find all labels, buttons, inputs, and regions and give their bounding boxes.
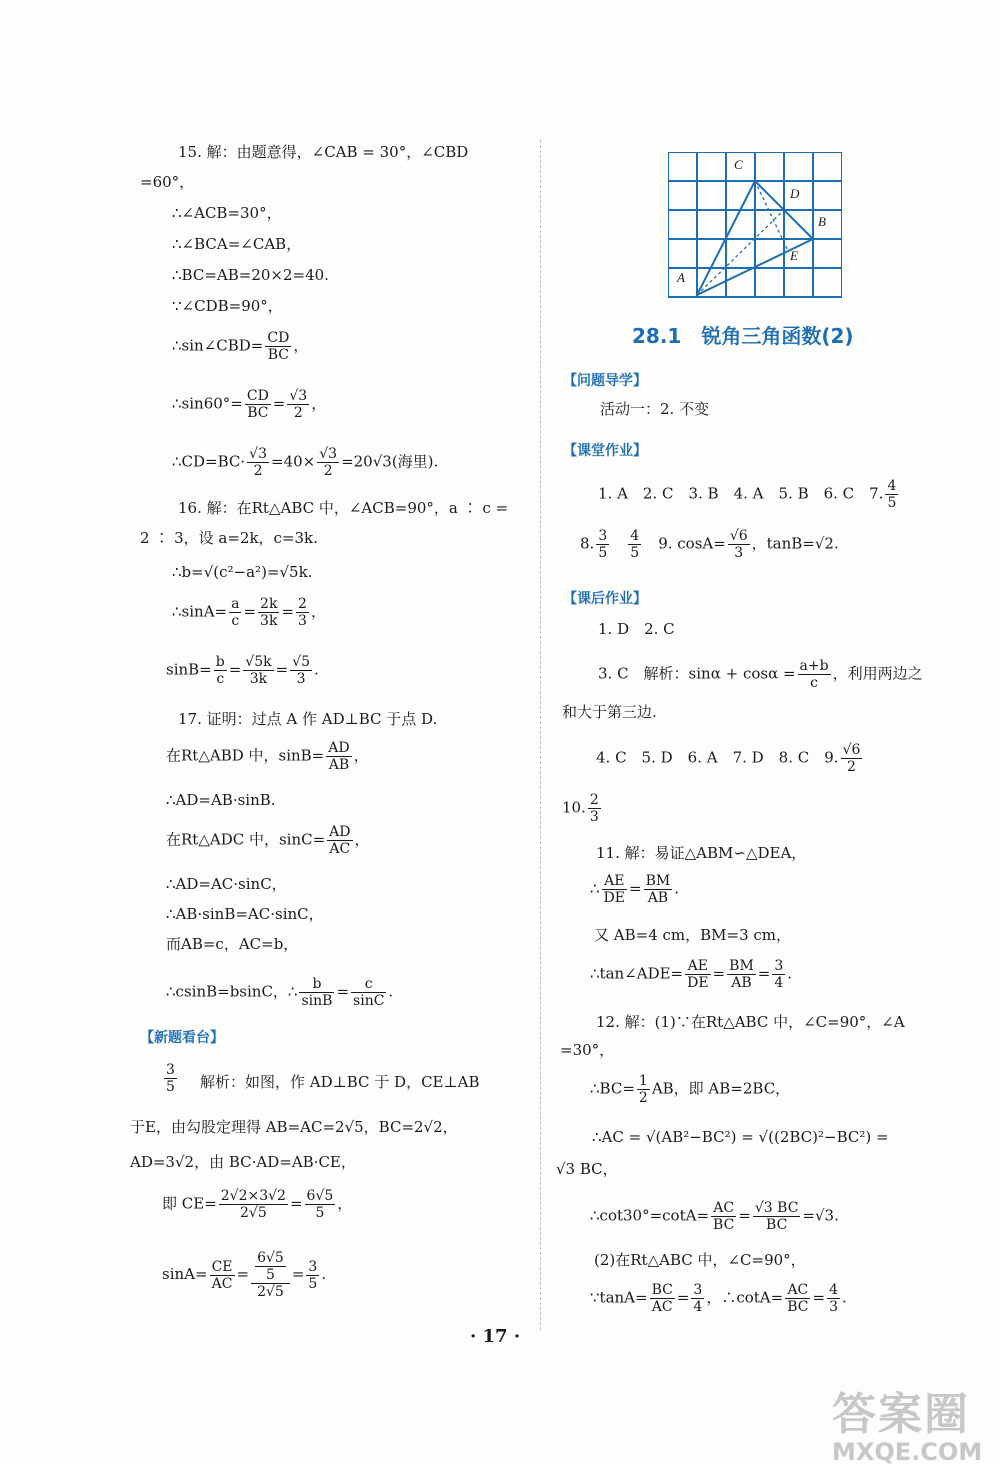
fraction — [243, 654, 273, 687]
denominator: BC — [787, 1299, 809, 1316]
denominator: AB — [644, 889, 673, 906]
numerator: BM — [645, 873, 671, 889]
fraction — [326, 740, 351, 773]
denominator: AC — [327, 840, 352, 857]
text: ， — [353, 746, 369, 765]
text: ∴sinA= — [172, 602, 228, 621]
numerator: √3 — [289, 388, 308, 404]
denominator: 2 — [287, 404, 309, 421]
q11-ratio: ∴ $\frac{AE}{DE}$ = $\frac{BM}{AB}$ . — [590, 873, 679, 907]
new-line: AD=3√2，由 BC·AD=AB·CE， — [130, 1153, 356, 1171]
column-divider — [540, 140, 541, 1330]
section-title: 28.1 锐角三角函数(2) — [632, 324, 854, 348]
denominator: 5 — [887, 495, 897, 512]
numerator: b — [215, 654, 225, 670]
fraction — [164, 1062, 177, 1095]
q17-conclusion: ∴csinB=bsinC，∴ $\frac{b}{\sin B}$ = $\frac{c}{\sin C}$ . — [166, 976, 394, 1010]
denominator: 2√5 — [219, 1204, 288, 1221]
q15-sin-cbd — [172, 330, 308, 363]
text: . — [841, 1288, 847, 1307]
text: ， — [293, 336, 309, 355]
fraction — [785, 1282, 810, 1315]
text: ∴sin∠CBD= — [172, 336, 264, 355]
numerator: AD — [328, 740, 350, 756]
numerator: √3 — [319, 446, 338, 462]
denominator: 4 — [774, 975, 784, 992]
text: =40× — [271, 452, 316, 471]
label-D: D — [790, 186, 800, 201]
numerator: 4 — [630, 528, 640, 544]
text: ， — [311, 394, 327, 413]
fraction — [327, 824, 352, 857]
fraction — [219, 1188, 288, 1221]
label-E: E — [790, 248, 798, 263]
denominator: AB — [727, 974, 756, 991]
numerator: √3 BC — [754, 1200, 799, 1216]
numerator: CD — [267, 330, 290, 346]
numerator: 3 — [308, 1258, 318, 1275]
q11-tan: ∴tan∠ADE= $\frac{AE}{DE}$ = $\frac{BM}{AB}$ = $\frac{3}{4}$ . — [590, 958, 793, 992]
numerator: 2 — [589, 792, 599, 808]
denominator: 3 — [589, 809, 599, 826]
numerator: AC — [787, 1282, 809, 1298]
text: 4. C 5. D 6. A 7. D 8. C 9. — [596, 748, 839, 767]
numerator — [251, 1250, 290, 1283]
text: 在Rt△ABD 中，sinB= — [166, 746, 325, 765]
fraction — [210, 1259, 235, 1292]
q17-line: 而AB=c，AC=b， — [166, 935, 299, 953]
text: ， — [310, 602, 326, 621]
denominator: 2 — [317, 462, 339, 479]
q15-cd-result — [172, 446, 438, 479]
fraction — [644, 873, 673, 906]
numerator: CE — [211, 1258, 233, 1275]
denominator: BC — [245, 404, 271, 421]
denominator: AB — [326, 756, 351, 773]
fraction — [306, 1259, 319, 1292]
fraction — [772, 958, 785, 991]
label-C: C — [734, 157, 743, 172]
denominator: 5 — [166, 1079, 175, 1096]
q16-line: ∴b=√(c²−a²)=√5k. — [172, 563, 313, 581]
section-tag-guide: 【问题导学】 — [563, 373, 647, 389]
denominator: DE — [603, 890, 625, 907]
new-line: 于E，由勾股定理得 AB=AC=2√5，BC=2√2， — [130, 1118, 458, 1136]
text: 3. C 解析：sinα + cosα = — [598, 664, 796, 683]
fraction — [691, 1282, 704, 1315]
watermark-logo — [832, 1378, 982, 1466]
numerator: 3 — [166, 1062, 175, 1078]
text: ∴ — [590, 879, 600, 898]
section-tag-new: 【新题看台】 — [140, 1030, 224, 1046]
q17-sinB — [166, 740, 369, 773]
text: 在Rt△ADC 中，sinC= — [166, 830, 326, 849]
activity-answer: 活动一：2. 不变 — [600, 400, 710, 418]
text: ∵tanA= — [590, 1288, 648, 1307]
denominator: c — [798, 674, 831, 691]
new-sinA: sinA= $\frac{CE}{AC}$ = $\frac{\frac{6√5}{5}}{2√5}$ = $\frac{3}{5}$ . — [162, 1250, 327, 1301]
text: ， — [337, 1194, 353, 1213]
denominator: 2 — [638, 1090, 648, 1107]
numerator: 6√5 — [257, 1250, 284, 1266]
segment-AD — [697, 210, 784, 295]
hw-answers-5 — [562, 792, 603, 825]
numerator: 2√2×3√2 — [220, 1188, 286, 1204]
denominator: 3k — [243, 670, 273, 687]
denominator: 2 — [247, 462, 269, 479]
label-B: B — [818, 214, 826, 229]
numerator: BM — [729, 958, 754, 974]
fraction — [255, 1250, 286, 1283]
q15-sin60 — [172, 388, 326, 421]
section-tag-class: 【课堂作业】 — [563, 443, 647, 459]
q12-head: 12. 解：(1)∵在Rt△ABC 中，∠C=90°，∠A — [596, 1013, 905, 1031]
numerator: 3 — [598, 528, 608, 544]
numerator: a — [231, 596, 240, 612]
text: . — [388, 982, 394, 1001]
new-line: 解析：如图，作 AD⊥BC 于 D，CE⊥AB — [200, 1073, 480, 1091]
text: ，tanB=√2. — [751, 534, 839, 553]
fraction — [296, 596, 309, 629]
q15-line: ∴∠BCA=∠CAB， — [172, 235, 302, 253]
fraction — [290, 654, 312, 687]
fraction — [637, 1073, 650, 1106]
fraction — [602, 873, 627, 906]
hw-answers-4 — [596, 742, 864, 775]
q15-cont: =60°， — [140, 173, 195, 191]
numerator: 1 — [638, 1073, 648, 1089]
section-tag-homework: 【课后作业】 — [563, 591, 647, 607]
text: = — [272, 394, 286, 413]
numerator: 4 — [829, 1282, 838, 1298]
denominator: 3k — [260, 613, 278, 630]
denominator: 5 — [630, 545, 640, 562]
q15-line: ∴∠ACB=30°， — [172, 204, 282, 222]
denominator: 3 — [829, 1299, 838, 1316]
fraction — [596, 528, 609, 561]
hw-answers-2 — [598, 658, 923, 691]
denominator: c — [214, 670, 227, 687]
denominator: AC — [210, 1275, 235, 1292]
q17-line: ∴AD=AB·sinB. — [166, 791, 276, 809]
denominator: 5 — [305, 1204, 336, 1221]
fraction — [827, 1282, 840, 1315]
numerator: CD — [246, 388, 269, 404]
text: 10. — [562, 798, 586, 817]
fraction — [753, 1200, 801, 1233]
numerator: BC — [651, 1282, 673, 1298]
q12-part2: (2)在Rt△ABC 中，∠C=90°， — [594, 1251, 806, 1269]
q17-line: ∴AB·sinB=AC·sinC， — [166, 905, 324, 923]
text: AB，即 AB=2BC， — [651, 1079, 791, 1098]
denominator: BC — [265, 346, 291, 363]
text: ，∴cotA= — [706, 1288, 784, 1307]
denominator: DE — [687, 975, 709, 992]
q15-line: ∴BC=AB=20×2=40. — [172, 266, 329, 284]
label-A: A — [677, 270, 685, 285]
fraction — [229, 596, 241, 629]
q12-cont: =30°， — [560, 1041, 615, 1059]
q17-line: ∴AD=AC·sinC， — [166, 875, 287, 893]
q11-line: 又 AB=4 cm，BM=3 cm， — [594, 926, 792, 944]
class-answers-2 — [580, 528, 839, 561]
q16-cont: 2 ∶ 3，设 a=2k，c=3k. — [140, 529, 318, 547]
numerator: AD — [329, 824, 351, 840]
denominator: 3 — [298, 613, 307, 630]
fraction — [798, 658, 831, 691]
denominator: 4 — [693, 1299, 703, 1316]
text: . — [674, 879, 679, 898]
q11-head: 11. 解：易证△ABM∽△DEA， — [596, 844, 807, 862]
new-ce: 即 CE= $\frac{2√2\times 3√2}{2√5}$ = $\frac{6√5}{5}$ ， — [162, 1188, 353, 1222]
q17-head: 17. 证明：过点 A 作 AD⊥BC 于点 D. — [178, 710, 438, 728]
fraction — [265, 330, 291, 363]
new-answer — [162, 1062, 179, 1095]
denominator: 2 — [841, 758, 863, 775]
text: . — [314, 660, 319, 679]
fraction — [258, 596, 279, 629]
denominator: BC — [753, 1216, 801, 1233]
fraction — [305, 1188, 336, 1221]
fraction — [214, 654, 227, 687]
text: 9. cosA= — [658, 534, 726, 553]
numerator: √6 — [729, 528, 748, 544]
q12-cot: ∴cot30°=cotA= $\frac{AC}{BC}$ = $\frac{√3 BC}{BC}$ =√3. — [590, 1200, 839, 1234]
fraction — [317, 446, 339, 479]
fraction — [245, 388, 271, 421]
fraction — [728, 528, 750, 561]
text: ∴sin60°= — [172, 394, 243, 413]
text: 即 CE= — [162, 1194, 217, 1213]
text: ∴tan∠ADE= — [590, 964, 684, 983]
text: ∴csinB=bsinC，∴ — [166, 982, 298, 1001]
q16-sinB: sinB= $\frac{b}{c}$ = $\frac{√5k}{3k}$ = $\frac{√5}{3}$ . — [166, 654, 319, 688]
text: sinA= — [162, 1265, 208, 1284]
numerator: a+b — [799, 658, 829, 674]
class-answers-1 — [598, 478, 900, 511]
numerator: 2k — [260, 596, 278, 612]
denominator: 3 — [290, 670, 312, 687]
text: ∴BC= — [590, 1079, 635, 1098]
denominator: c — [229, 612, 241, 629]
text: 8. — [580, 534, 595, 553]
text: ， — [354, 830, 370, 849]
text: ∴CD=BC· — [172, 452, 246, 471]
numerator: √5k — [245, 654, 272, 670]
q12-ac: ∴AC = √(AB²−BC²) = √((2BC)²−BC²) = — [592, 1128, 889, 1146]
fraction — [351, 976, 386, 1009]
fraction — [711, 1200, 736, 1233]
watermark-top: 答案圈 — [832, 1389, 970, 1440]
fraction — [650, 1282, 675, 1315]
denominator: 5 — [308, 1275, 318, 1292]
text: ∴cot30°=cotA= — [590, 1206, 710, 1225]
fraction — [628, 528, 641, 561]
text: 1. A 2. C 3. B 4. A 5. B 6. C 7. — [598, 484, 884, 503]
fraction — [299, 976, 334, 1009]
text: =20√3(海里). — [341, 452, 439, 471]
watermark-bottom: MXQE.COM — [832, 1438, 983, 1466]
hw-answers-1: 1. D 2. C — [598, 620, 675, 638]
numerator: 4 — [887, 478, 897, 494]
numerator: √6 — [842, 742, 861, 758]
denominator: sinC — [353, 993, 385, 1010]
numerator: 3 — [774, 958, 784, 974]
q16-sinA: ∴sinA= $\frac{a}{c}$ = $\frac{2k}{3k}$ = $\frac{2}{3}$ ， — [172, 596, 326, 630]
text: sinB= — [166, 660, 212, 679]
numerator: c — [364, 976, 373, 992]
denominator: 5 — [255, 1266, 286, 1283]
complex-fraction — [251, 1250, 290, 1300]
text: ，利用两边之 — [832, 664, 923, 683]
q15-head: 15. 解：由题意得，∠CAB = 30°，∠CBD — [178, 143, 469, 161]
grid-figure — [668, 152, 842, 300]
numerator: √5 — [292, 654, 311, 670]
denominator: sinB — [301, 993, 333, 1010]
grid-lines — [668, 152, 842, 297]
numerator: 3 — [693, 1282, 703, 1298]
numerator: 2 — [298, 596, 307, 612]
point-labels — [676, 157, 826, 285]
fraction — [727, 958, 756, 991]
fraction — [287, 388, 309, 421]
fraction — [247, 446, 269, 479]
fraction — [588, 792, 601, 825]
fraction — [841, 742, 863, 775]
hw-answers-3: 和大于第三边. — [562, 703, 657, 721]
denominator: 3 — [728, 544, 750, 561]
denominator: 2√5 — [251, 1283, 290, 1300]
numerator: 6√5 — [306, 1188, 334, 1204]
numerator: b — [312, 976, 322, 992]
denominator: AC — [650, 1298, 675, 1315]
fraction — [685, 958, 710, 991]
q15-line: ∵∠CDB=90°， — [172, 297, 283, 315]
q12-tan-cot: ∵tanA= $\frac{BC}{AC}$ = $\frac{3}{4}$ ，∴cotA= $\frac{AC}{BC}$ = $\frac{4}{3}$ . — [590, 1282, 847, 1316]
text: =√3. — [802, 1206, 839, 1225]
denominator: 5 — [598, 545, 608, 562]
denominator: BC — [713, 1217, 735, 1234]
numerator: AE — [687, 958, 709, 974]
q12-bc — [590, 1073, 790, 1106]
q16-head: 16. 解：在Rt△ABC 中，∠ACB=90°，a ∶ c = — [178, 499, 509, 517]
numerator: AC — [713, 1200, 735, 1216]
numerator: AE — [604, 873, 625, 889]
q12-ac-result: √3 BC， — [556, 1160, 618, 1178]
numerator: √3 — [249, 446, 267, 462]
q17-sinC — [166, 824, 370, 857]
page-number: · 17 · — [470, 1326, 521, 1347]
fraction — [885, 478, 898, 511]
text: . — [321, 1265, 327, 1284]
text: . — [787, 964, 793, 983]
